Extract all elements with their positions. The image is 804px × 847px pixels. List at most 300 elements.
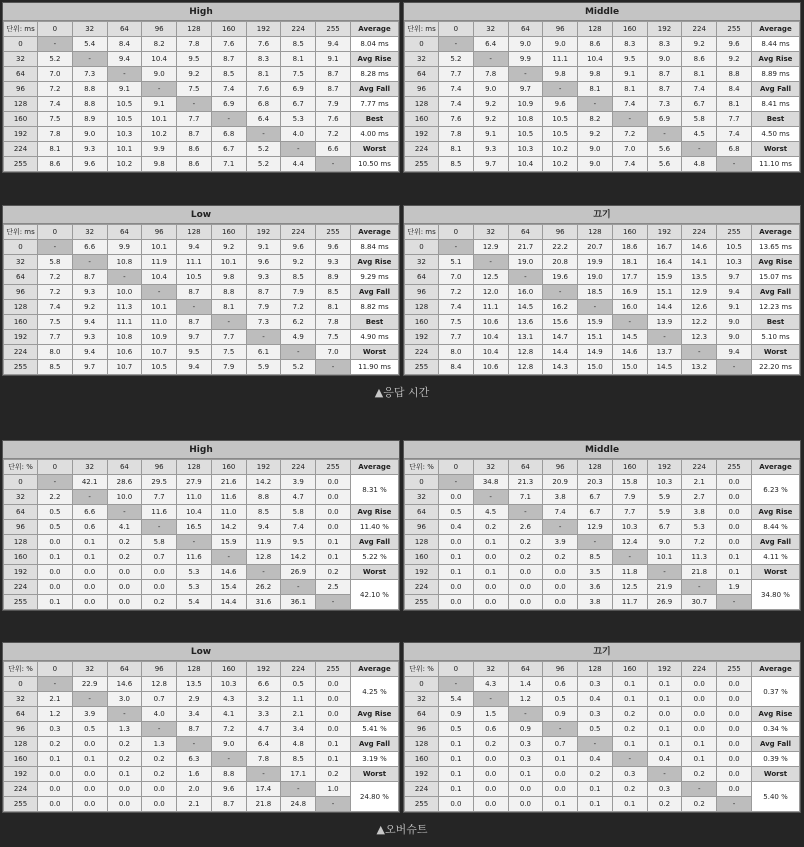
cell: 7.7 <box>211 330 246 345</box>
cell: - <box>107 505 142 520</box>
cell: 3.9 <box>543 535 578 550</box>
column-header: 128 <box>177 225 212 240</box>
column-header: 0 <box>439 225 474 240</box>
row-header: 64 <box>4 270 38 285</box>
row-header: 224 <box>4 580 38 595</box>
cell: 0.2 <box>107 752 142 767</box>
table-row <box>4 752 399 767</box>
cell: 13.7 <box>647 345 682 360</box>
cell: 21.9 <box>647 580 682 595</box>
cell: 0.0 <box>439 580 474 595</box>
column-header: 96 <box>543 22 578 37</box>
table-row <box>4 127 399 142</box>
cell: 12.9 <box>682 285 717 300</box>
summary-value: 8.44 % <box>752 520 800 535</box>
cell: 14.6 <box>211 565 246 580</box>
cell: 4.4 <box>281 157 316 172</box>
cell: - <box>473 52 508 67</box>
cell: 5.8 <box>281 505 316 520</box>
cell: 16.0 <box>508 285 543 300</box>
cell: 0.0 <box>439 535 474 550</box>
cell: 0.5 <box>281 677 316 692</box>
cell: 9.8 <box>211 270 246 285</box>
cell: 0.0 <box>316 475 351 490</box>
table-row <box>4 255 399 270</box>
cell: 6.6 <box>72 240 107 255</box>
cell: 8.5 <box>316 285 351 300</box>
cell: 21.8 <box>246 797 281 812</box>
cell: 13.2 <box>682 360 717 375</box>
cell: 0.6 <box>473 722 508 737</box>
cell: 0.9 <box>508 722 543 737</box>
cell: - <box>439 677 474 692</box>
cell: 9.4 <box>72 315 107 330</box>
cell: - <box>439 240 474 255</box>
column-header: 224 <box>281 225 316 240</box>
column-header: 255 <box>717 662 752 677</box>
row-header: 255 <box>405 360 439 375</box>
table-row <box>4 315 399 330</box>
cell: - <box>211 550 246 565</box>
column-header: 96 <box>142 662 177 677</box>
data-table <box>404 224 800 375</box>
cell: 0.1 <box>578 782 613 797</box>
header-row <box>4 225 399 240</box>
cell: 8.8 <box>211 285 246 300</box>
cell: 6.4 <box>473 37 508 52</box>
row-header: 32 <box>405 490 439 505</box>
row-header: 224 <box>405 580 439 595</box>
cell: 7.5 <box>38 112 73 127</box>
row-header: 64 <box>405 505 439 520</box>
column-header: 0 <box>38 662 73 677</box>
column-header: 128 <box>177 22 212 37</box>
summary-value: 8.44 ms <box>752 37 800 52</box>
table-panel <box>403 440 801 611</box>
cell: 7.7 <box>142 490 177 505</box>
cell: 0.6 <box>543 677 578 692</box>
cell: 8.4 <box>717 82 752 97</box>
cell: 10.1 <box>107 142 142 157</box>
cell: 0.0 <box>38 767 73 782</box>
summary-label: Best <box>752 315 800 330</box>
data-table <box>404 661 800 812</box>
cell: 8.6 <box>38 157 73 172</box>
cell: 10.1 <box>142 300 177 315</box>
cell: 7.0 <box>38 67 73 82</box>
table-row <box>4 677 399 692</box>
cell: 4.8 <box>281 737 316 752</box>
header-row <box>405 460 800 475</box>
cell: 8.7 <box>177 722 212 737</box>
cell: 10.7 <box>142 345 177 360</box>
cell: 10.3 <box>508 142 543 157</box>
cell: 2.1 <box>281 707 316 722</box>
summary-value: 4.25 % <box>351 677 399 707</box>
cell: 3.4 <box>177 707 212 722</box>
row-header: 160 <box>4 752 38 767</box>
cell: 8.2 <box>578 112 613 127</box>
cell: - <box>682 345 717 360</box>
cell: 3.6 <box>578 580 613 595</box>
cell: 0.1 <box>38 550 73 565</box>
cell: 11.0 <box>177 490 212 505</box>
cell: 6.9 <box>211 97 246 112</box>
summary-label: Avg Rise <box>752 505 800 520</box>
cell: - <box>316 360 351 375</box>
row-header: 0 <box>4 677 38 692</box>
cell: 9.6 <box>717 37 752 52</box>
cell: 8.8 <box>72 97 107 112</box>
column-header: 224 <box>682 662 717 677</box>
cell: 7.4 <box>543 505 578 520</box>
cell: 0.2 <box>682 767 717 782</box>
cell: 6.7 <box>281 97 316 112</box>
cell: 0.2 <box>142 767 177 782</box>
cell: 5.8 <box>38 255 73 270</box>
cell: 9.0 <box>72 127 107 142</box>
cell: 8.1 <box>246 67 281 82</box>
cell: 0.0 <box>717 752 752 767</box>
cell: 14.5 <box>647 360 682 375</box>
cell: 5.4 <box>177 595 212 610</box>
cell: 8.7 <box>177 127 212 142</box>
cell: 12.5 <box>473 270 508 285</box>
column-header: 255 <box>717 22 752 37</box>
cell: - <box>682 142 717 157</box>
cell: 10.4 <box>508 157 543 172</box>
cell: 7.9 <box>316 97 351 112</box>
cell: 9.9 <box>107 240 142 255</box>
cell: 15.9 <box>647 270 682 285</box>
cell: 6.3 <box>177 752 212 767</box>
cell: - <box>647 330 682 345</box>
cell: 6.7 <box>647 520 682 535</box>
cell: 9.0 <box>578 157 613 172</box>
cell: 0.1 <box>316 535 351 550</box>
column-header: 224 <box>281 460 316 475</box>
cell: 11.3 <box>682 550 717 565</box>
row-header: 32 <box>405 692 439 707</box>
cell: 13.6 <box>508 315 543 330</box>
cell: 0.4 <box>578 752 613 767</box>
summary-label: Average <box>752 225 800 240</box>
cell: 9.3 <box>316 255 351 270</box>
cell: 8.4 <box>439 360 474 375</box>
cell: 0.1 <box>72 550 107 565</box>
column-header: 160 <box>211 22 246 37</box>
summary-value: 8.82 ms <box>351 300 399 315</box>
cell: 9.4 <box>177 240 212 255</box>
table-row <box>405 595 800 610</box>
cell: 14.2 <box>281 550 316 565</box>
row-header: 64 <box>405 67 439 82</box>
cell: 9.3 <box>246 270 281 285</box>
cell: 0.0 <box>72 782 107 797</box>
cell: 0.0 <box>107 580 142 595</box>
row-header: 255 <box>4 360 38 375</box>
cell: - <box>508 505 543 520</box>
cell: 11.8 <box>612 565 647 580</box>
cell: 9.1 <box>142 97 177 112</box>
cell: 0.0 <box>682 692 717 707</box>
table-row <box>405 550 800 565</box>
table-row <box>4 52 399 67</box>
cell: 4.7 <box>281 490 316 505</box>
cell: 9.4 <box>177 360 212 375</box>
table-row <box>405 97 800 112</box>
cell: 12.8 <box>142 677 177 692</box>
table-row <box>405 112 800 127</box>
cell: 7.8 <box>38 127 73 142</box>
cell: 0.2 <box>316 565 351 580</box>
table-row <box>405 535 800 550</box>
cell: 10.8 <box>107 330 142 345</box>
summary-label: Avg Rise <box>752 707 800 722</box>
cell: 0.1 <box>543 752 578 767</box>
cell: - <box>72 692 107 707</box>
row-header: 160 <box>405 112 439 127</box>
cell: 7.8 <box>439 127 474 142</box>
summary-value: 12.23 ms <box>752 300 800 315</box>
row-header: 96 <box>4 285 38 300</box>
column-header: 64 <box>508 662 543 677</box>
column-header: 160 <box>612 225 647 240</box>
column-header: 64 <box>508 22 543 37</box>
cell: 9.6 <box>543 97 578 112</box>
cell: 10.5 <box>142 360 177 375</box>
table-row <box>4 580 399 595</box>
cell: 9.3 <box>72 285 107 300</box>
cell: 14.5 <box>508 300 543 315</box>
cell: 19.0 <box>578 270 613 285</box>
cell: - <box>142 520 177 535</box>
table-row <box>405 737 800 752</box>
cell: 0.0 <box>543 580 578 595</box>
cell: 0.0 <box>107 565 142 580</box>
summary-value: 5.41 % <box>351 722 399 737</box>
table-row <box>4 490 399 505</box>
table-row <box>405 127 800 142</box>
cell: 3.8 <box>578 595 613 610</box>
cell: 7.5 <box>316 330 351 345</box>
cell: 4.3 <box>473 677 508 692</box>
cell: 9.4 <box>246 520 281 535</box>
cell: 0.0 <box>72 737 107 752</box>
cell: 4.0 <box>281 127 316 142</box>
cell: 7.4 <box>612 97 647 112</box>
cell: 14.3 <box>543 360 578 375</box>
cell: 2.0 <box>177 782 212 797</box>
table-row <box>4 345 399 360</box>
cell: 7.6 <box>211 37 246 52</box>
summary-label: Avg Rise <box>351 52 399 67</box>
cell: 8.6 <box>578 37 613 52</box>
cell: 9.4 <box>107 52 142 67</box>
header-row <box>405 22 800 37</box>
cell: 7.4 <box>439 82 474 97</box>
cell: 0.0 <box>316 722 351 737</box>
cell: - <box>246 330 281 345</box>
cell: 0.0 <box>473 752 508 767</box>
table-panel <box>2 440 400 611</box>
cell: 9.6 <box>246 255 281 270</box>
cell: 0.0 <box>647 707 682 722</box>
column-header: 0 <box>439 662 474 677</box>
cell: - <box>38 677 73 692</box>
cell: 0.2 <box>612 722 647 737</box>
table-row <box>405 505 800 520</box>
cell: 8.0 <box>38 345 73 360</box>
column-header: 160 <box>612 662 647 677</box>
cell: 7.8 <box>246 752 281 767</box>
cell: 6.6 <box>246 677 281 692</box>
cell: 22.9 <box>72 677 107 692</box>
cell: 14.2 <box>246 475 281 490</box>
cell: 0.2 <box>38 737 73 752</box>
column-header: 64 <box>107 662 142 677</box>
cell: 13.1 <box>508 330 543 345</box>
cell: 10.5 <box>107 112 142 127</box>
cell: 6.9 <box>281 82 316 97</box>
cell: 7.6 <box>316 112 351 127</box>
cell: 10.2 <box>142 127 177 142</box>
cell: 0.0 <box>508 797 543 812</box>
row-header: 160 <box>405 550 439 565</box>
cell: 7.3 <box>647 97 682 112</box>
cell: 8.7 <box>647 67 682 82</box>
summary-label: Avg Fall <box>351 82 399 97</box>
row-header: 0 <box>405 240 439 255</box>
column-header: 64 <box>107 22 142 37</box>
row-header: 96 <box>405 285 439 300</box>
cell: 7.2 <box>38 270 73 285</box>
cell: 12.9 <box>473 240 508 255</box>
row-header: 192 <box>4 127 38 142</box>
cell: 1.9 <box>717 580 752 595</box>
cell: 0.0 <box>316 692 351 707</box>
cell: 6.6 <box>72 505 107 520</box>
column-header: 224 <box>682 22 717 37</box>
row-header: 32 <box>405 255 439 270</box>
table-panel <box>403 205 801 376</box>
cell: 16.0 <box>612 300 647 315</box>
cell: - <box>211 315 246 330</box>
table-row <box>4 505 399 520</box>
cell: 0.0 <box>473 797 508 812</box>
cell: 0.3 <box>508 737 543 752</box>
cell: - <box>578 97 613 112</box>
column-header: 128 <box>177 662 212 677</box>
row-header: 32 <box>4 52 38 67</box>
cell: - <box>682 782 717 797</box>
cell: - <box>142 285 177 300</box>
summary-value: 11.90 ms <box>351 360 399 375</box>
cell: 9.2 <box>177 67 212 82</box>
table-row <box>405 752 800 767</box>
table-panel <box>403 2 801 173</box>
cell: 0.2 <box>647 797 682 812</box>
row-header: 0 <box>405 37 439 52</box>
cell: 7.2 <box>682 535 717 550</box>
cell: - <box>142 722 177 737</box>
cell: 16.4 <box>647 255 682 270</box>
cell: 0.0 <box>717 535 752 550</box>
cell: 7.4 <box>439 97 474 112</box>
cell: 10.9 <box>508 97 543 112</box>
cell: 10.6 <box>473 360 508 375</box>
cell: 10.5 <box>177 270 212 285</box>
column-header: 160 <box>612 460 647 475</box>
cell: 0.2 <box>142 595 177 610</box>
cell: - <box>72 490 107 505</box>
cell: 42.1 <box>72 475 107 490</box>
column-header: 192 <box>246 662 281 677</box>
column-header: 192 <box>647 225 682 240</box>
column-header: 192 <box>246 460 281 475</box>
cell: 0.5 <box>439 722 474 737</box>
cell: 0.3 <box>612 767 647 782</box>
cell: 0.9 <box>439 707 474 722</box>
cell: 0.0 <box>508 580 543 595</box>
cell: 2.9 <box>177 692 212 707</box>
cell: 0.0 <box>543 767 578 782</box>
cell: 1.3 <box>142 737 177 752</box>
column-header: 255 <box>717 460 752 475</box>
table-row <box>4 520 399 535</box>
row-header: 96 <box>4 82 38 97</box>
cell: 0.1 <box>682 737 717 752</box>
summary-value: 6.23 % <box>752 475 800 505</box>
cell: 10.3 <box>107 127 142 142</box>
cell: 7.4 <box>281 520 316 535</box>
cell: 0.0 <box>142 565 177 580</box>
cell: 20.8 <box>543 255 578 270</box>
cell: 12.5 <box>612 580 647 595</box>
column-header: 96 <box>543 662 578 677</box>
table-row <box>4 767 399 782</box>
table-row <box>4 360 399 375</box>
cell: 7.8 <box>473 67 508 82</box>
cell: 7.0 <box>612 142 647 157</box>
cell: 0.1 <box>439 737 474 752</box>
data-table <box>3 21 399 172</box>
cell: 9.7 <box>473 157 508 172</box>
cell: 5.4 <box>439 692 474 707</box>
cell: 5.8 <box>142 535 177 550</box>
cell: 8.2 <box>142 37 177 52</box>
row-header: 96 <box>405 520 439 535</box>
cell: 9.2 <box>211 240 246 255</box>
cell: 7.1 <box>508 490 543 505</box>
row-header: 128 <box>405 535 439 550</box>
cell: 9.0 <box>508 37 543 52</box>
row-header: 224 <box>405 142 439 157</box>
cell: 9.0 <box>543 37 578 52</box>
cell: 0.9 <box>543 707 578 722</box>
cell: 6.4 <box>246 112 281 127</box>
row-header: 192 <box>4 330 38 345</box>
cell: - <box>72 255 107 270</box>
cell: 4.5 <box>682 127 717 142</box>
table-title: 끄기 <box>404 206 800 224</box>
column-header: 32 <box>72 22 107 37</box>
cell: 5.2 <box>281 360 316 375</box>
cell: 8.5 <box>439 157 474 172</box>
column-header: 255 <box>316 662 351 677</box>
cell: - <box>281 142 316 157</box>
cell: 9.0 <box>578 142 613 157</box>
